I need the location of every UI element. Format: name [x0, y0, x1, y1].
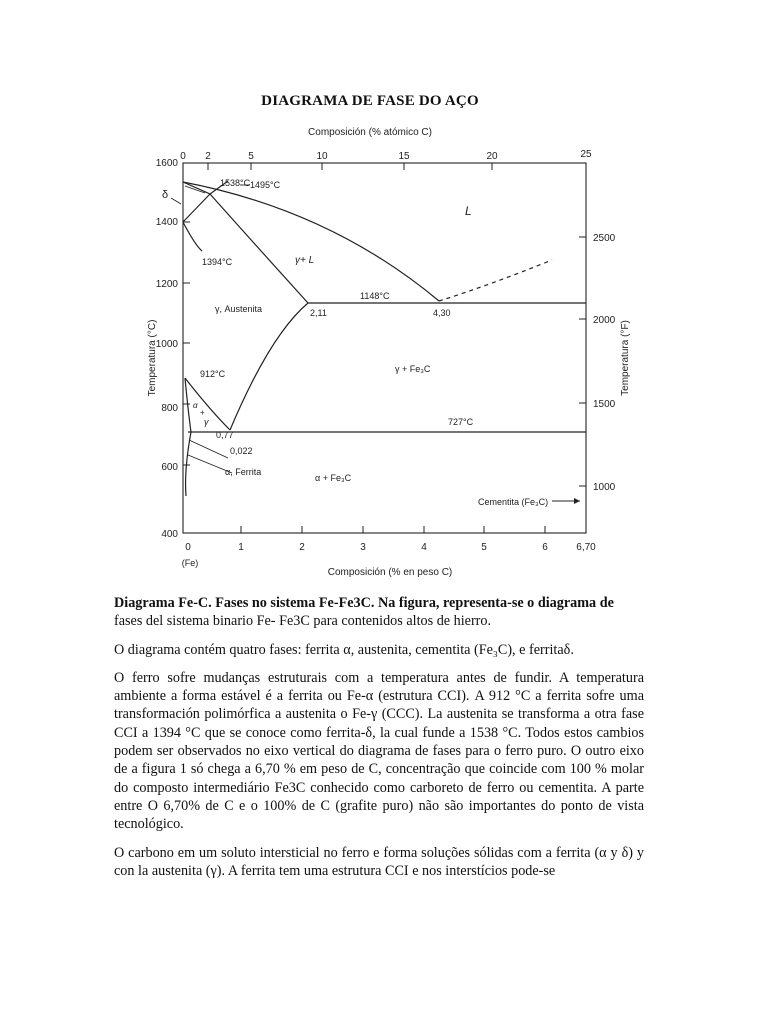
left-axis-label: Temperatura (°C)	[147, 319, 158, 397]
label-912: 912°C	[200, 369, 226, 379]
top-tick-label: 10	[316, 151, 328, 162]
label-gamma-liquid: γ+ L	[295, 255, 315, 266]
label-gamma: γ	[204, 417, 209, 427]
right-tick-label: 2000	[593, 315, 616, 326]
top-tick-label: 5	[248, 151, 254, 162]
top-axis-label: Composición (% atómico C)	[308, 127, 432, 138]
left-tick-label: 1000	[155, 339, 178, 350]
label-1148: 1148°C	[360, 291, 390, 301]
right-tick-label: 2500	[593, 233, 616, 244]
fe-origin-label: (Fe)	[181, 558, 199, 568]
fe-c-phase-diagram	[140, 120, 640, 590]
left-tick-label: 1200	[155, 279, 178, 290]
label-cementita: Cementita (Fe₃C)	[478, 497, 549, 507]
right-tick-label: 1500	[593, 399, 616, 410]
bottom-tick-label: 6,70	[576, 542, 596, 553]
bottom-tick-label: 6	[542, 542, 548, 553]
label-liquid: L	[465, 204, 472, 218]
bottom-tick-label: 0	[185, 542, 191, 553]
label-gamma-fe3c: γ + Fe₃C	[395, 364, 431, 374]
label-1394: 1394°C	[202, 257, 233, 267]
bottom-tick-label: 1	[238, 542, 244, 553]
label-727: 727°C	[448, 417, 474, 427]
top-tick-label: 2	[205, 151, 211, 162]
bottom-tick-label: 3	[360, 542, 366, 553]
cementita-arrowhead	[574, 498, 580, 504]
top-ticks	[208, 163, 492, 170]
paragraph-carbon: O carbono em um soluto intersticial no ferro e forma soluções sólidas com a ferrita (α y δ) y con la austenita (γ). A ferrita tem uma estrutura CCI e nos interstícios pode-se	[114, 844, 644, 879]
right-ticks	[579, 237, 586, 486]
label-ferrita: α, Ferrita	[225, 467, 262, 477]
body-text	[114, 594, 644, 890]
phase-diagram-svg	[140, 120, 640, 590]
left-tick-label: 600	[161, 462, 178, 473]
top-tick-label: 0	[180, 151, 186, 162]
label-0-022: 0,022	[230, 446, 253, 456]
label-alpha: α	[193, 401, 198, 410]
top-tick-label: 20	[486, 151, 498, 162]
right-tick-label: 1000	[593, 482, 616, 493]
left-tick-label: 400	[161, 529, 178, 540]
label-alpha-fe3c: α + Fe₃C	[315, 473, 352, 483]
page-title: DIAGRAMA DE FASE DO AÇO	[261, 93, 479, 109]
bottom-ticks	[241, 526, 545, 533]
label-4-30: 4,30	[433, 308, 451, 318]
bottom-tick-label: 5	[481, 542, 487, 553]
caption-rest: fases del sistema binario Fe- Fe3C para contenidos altos de hierro.	[114, 613, 492, 630]
left-tick-label: 1600	[155, 158, 178, 169]
label-alpha-plus: +	[200, 408, 205, 417]
label-delta: δ	[162, 189, 169, 201]
label-1495: 1495°C	[250, 180, 281, 190]
top-tick-label: 15	[398, 151, 410, 162]
label-1538: 1538°C	[220, 178, 251, 188]
bottom-axis-label: Composición (% en peso C)	[327, 567, 453, 578]
label-austenita: γ, Austenita	[215, 304, 263, 314]
right-axis-label: Temperatura (°F)	[620, 320, 631, 396]
top-tick-label: 25	[580, 149, 592, 160]
paragraph-phases: O diagrama contém quatro fases: ferrita α, austenita, cementita (Fe₃C), e ferritaδ.	[114, 641, 574, 658]
paragraph-iron-changes: O ferro sofre mudanças estruturais com a temperatura antes de fundir. A temperatura ambiente a forma estável é a ferrita ou Fe-α (estrutura CCI). A 912 °C a ferrita sofre uma transformación polimórfica a austenita o Fe-γ (CCC). La austenita se transforma a otra fase CCI a 1394 °C que se conoce como ferrita-δ, la cual funde a 1538 °C. Todos estos cambios podem ser observados no eixo vertical do diagrama de fases para o ferro puro. O outro eixo de a figura 1 só chega a 6,70 % em peso de C, concentração que coincide com 100 % molar do composto intermediário Fe3C conhecido como carboreto de ferro ou cementita. A parte entre O 6,70% de C e o 100% de C (grafite puro) não são importantes do ponto de vista tecnológico.	[114, 669, 644, 833]
left-tick-label: 1400	[155, 217, 178, 228]
figure-caption	[114, 594, 644, 631]
plot-frame	[183, 163, 586, 533]
label-2-11: 2,11	[310, 308, 327, 318]
bottom-tick-label: 4	[421, 542, 427, 553]
label-0-77: 0,77	[216, 430, 234, 440]
caption-bold: Diagrama Fe-C. Fases no sistema Fe-Fe3C. Na figura, representa-se o diagrama de	[114, 595, 614, 611]
left-tick-label: 800	[161, 403, 178, 414]
bottom-tick-label: 2	[299, 542, 305, 553]
left-ticks	[183, 222, 190, 465]
